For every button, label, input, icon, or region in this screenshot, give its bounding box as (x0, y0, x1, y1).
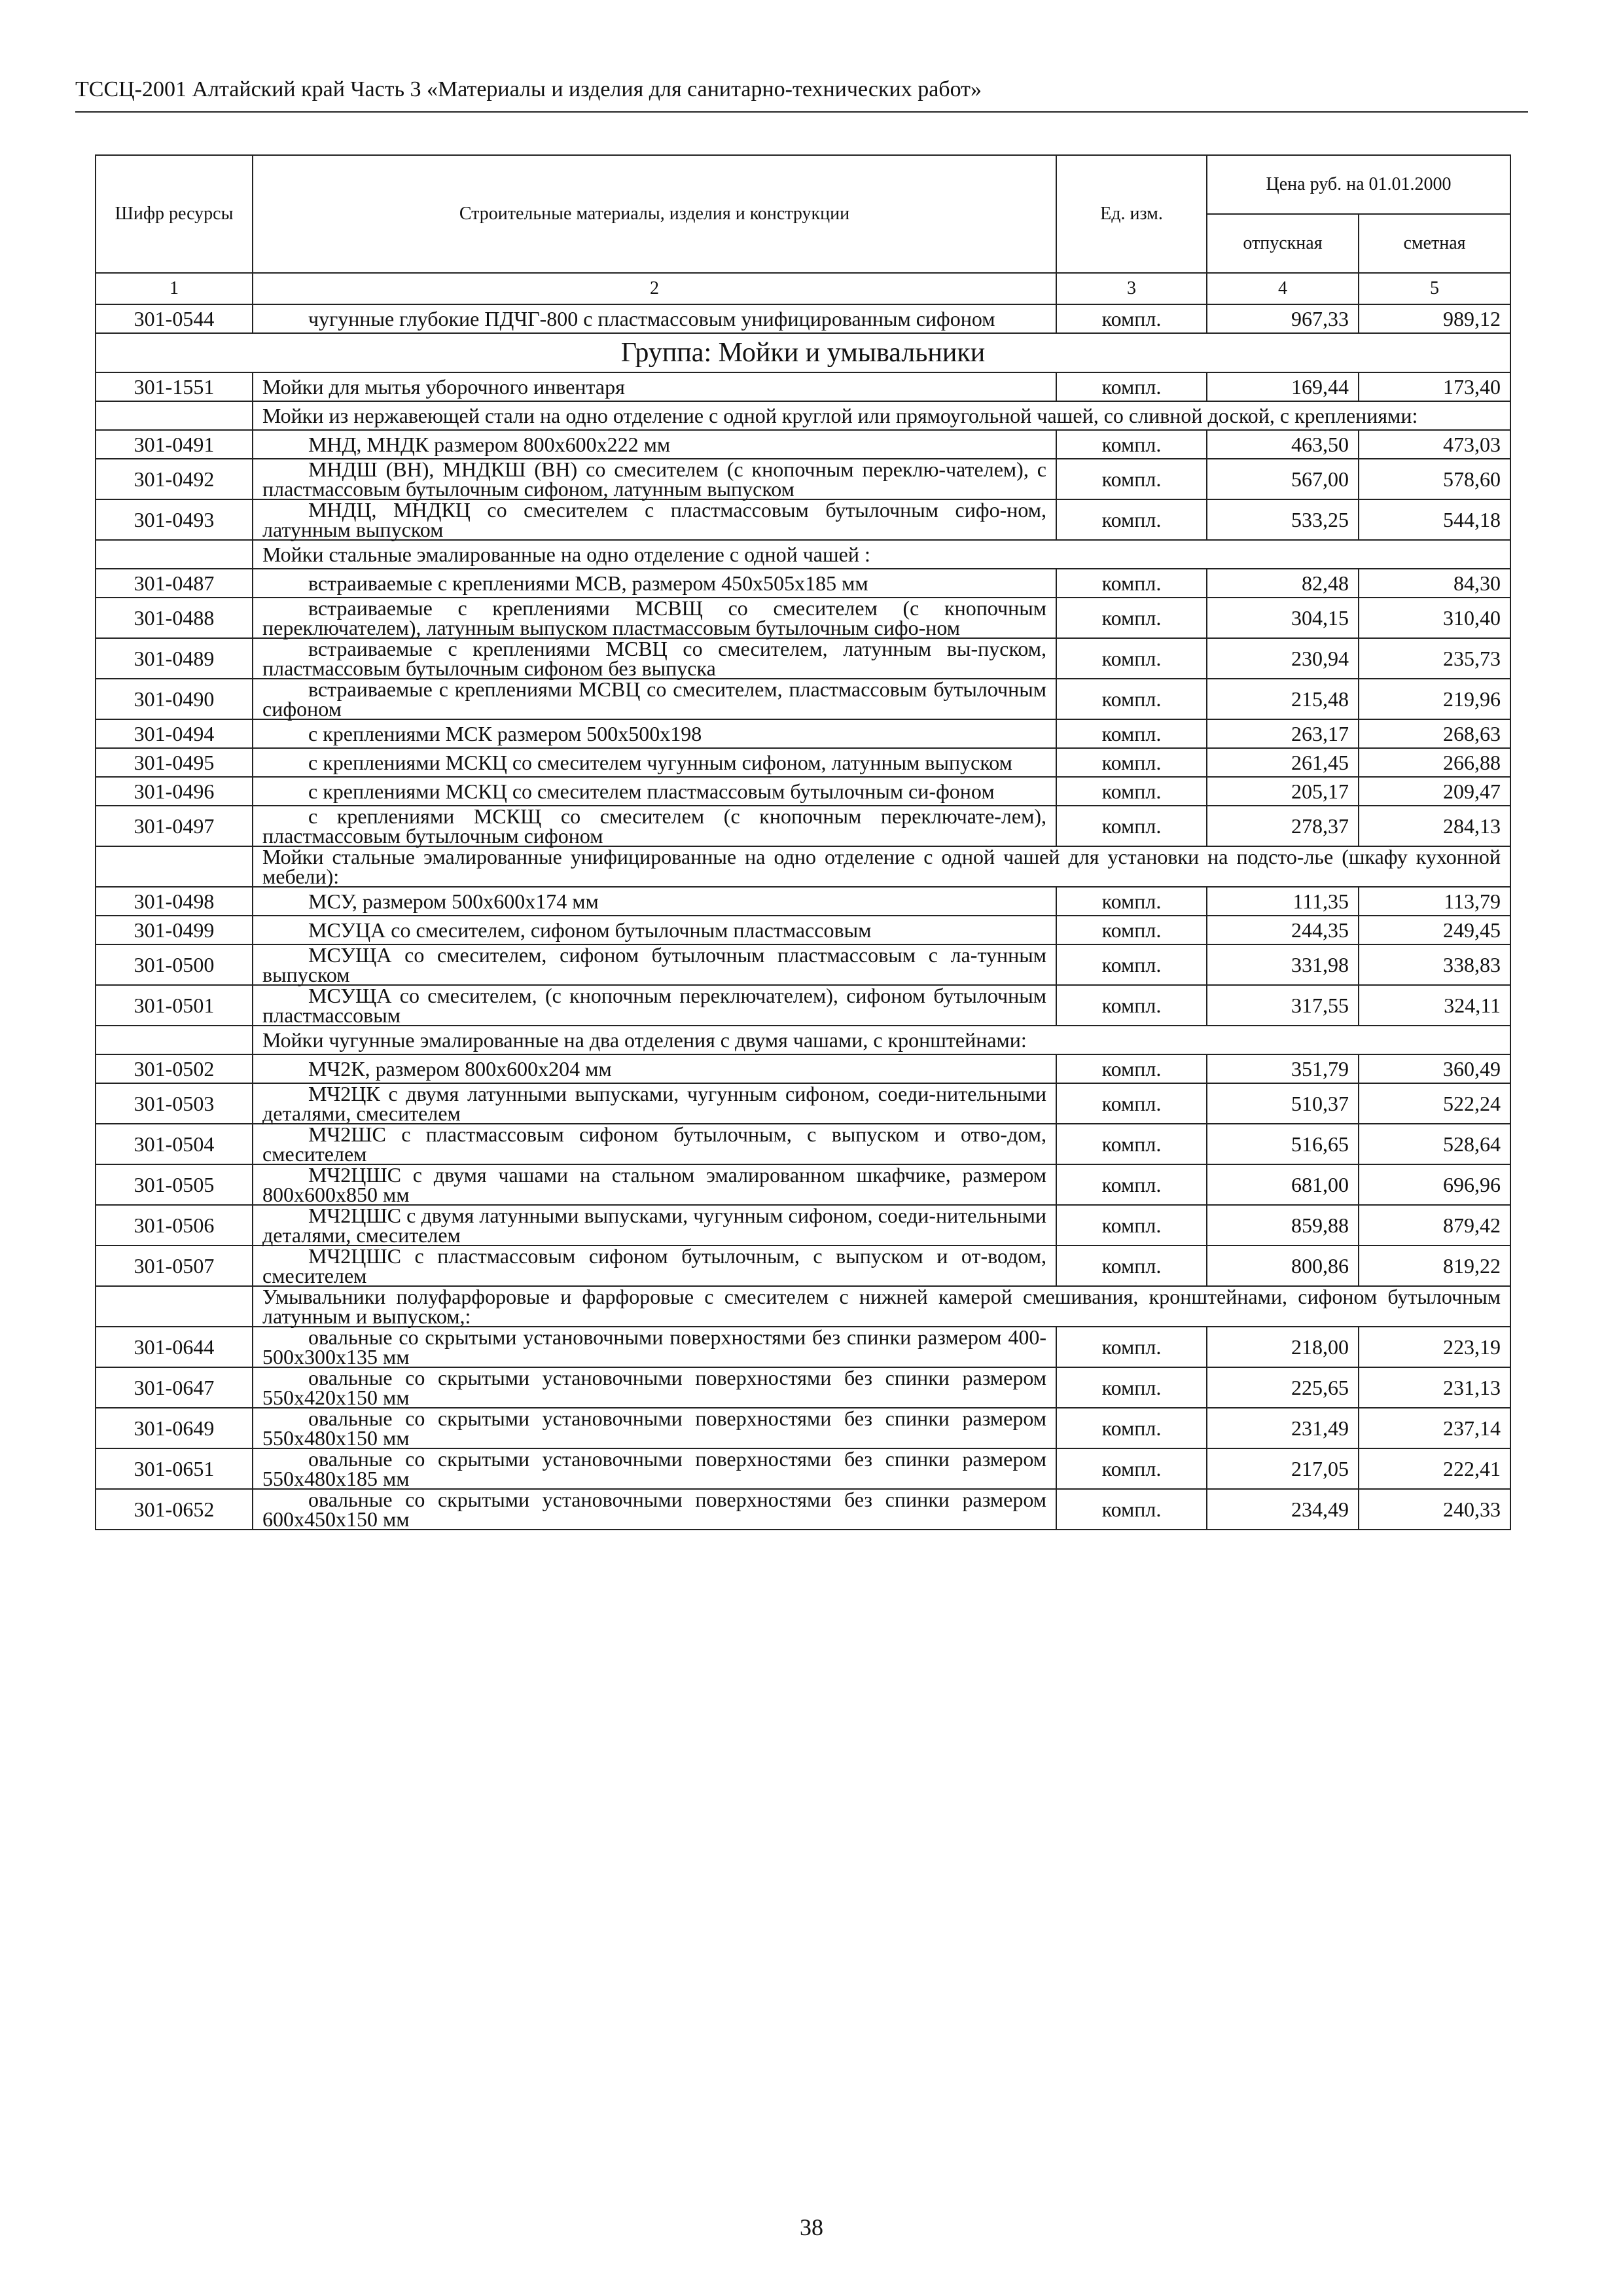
material-name: встраиваемые с креплениями МСВЩ со смесителем (с кнопочным переключателем), латунным выпуском пластмассовым бутылочным сифо-ном (253, 598, 1056, 638)
table-row (96, 748, 1510, 777)
resource-code: 301-0489 (96, 638, 253, 679)
table-row (96, 1408, 1510, 1448)
table-row (96, 806, 1510, 846)
unit-of-measure: компл. (1056, 638, 1207, 679)
unit-of-measure: компл. (1056, 1054, 1207, 1083)
resource-code: 301-0651 (96, 1448, 253, 1489)
estimate-price: 268,63 (1359, 719, 1510, 748)
material-name: встраиваемые с креплениями МСВЦ со смесителем, пластмассовым бутылочным сифоном (253, 679, 1056, 719)
table-row (96, 1124, 1510, 1164)
material-name: встраиваемые с креплениями МСВ, размером 450х505х185 мм (253, 569, 1056, 598)
material-name: МСУЦА со смесителем, сифоном бутылочным пластмассовым (253, 916, 1056, 944)
table-row (96, 1205, 1510, 1246)
table-row (96, 1367, 1510, 1408)
table-row (96, 1083, 1510, 1124)
col-number: 2 (253, 273, 1056, 304)
estimate-price: 113,79 (1359, 887, 1510, 916)
estimate-price: 544,18 (1359, 499, 1510, 540)
empty-code-cell (96, 540, 253, 569)
estimate-price: 360,49 (1359, 1054, 1510, 1083)
subgroup-note-row (96, 1286, 1510, 1327)
table-row (96, 372, 1510, 401)
resource-code: 301-0491 (96, 430, 253, 459)
group-heading: Группа: Мойки и умывальники (96, 333, 1510, 372)
material-name: МСУЩА со смесителем, (с кнопочным переключателем), сифоном бутылочным пластмассовым (253, 985, 1056, 1026)
page-header: ТССЦ-2001 Алтайский край Часть 3 «Материалы и изделия для санитарно-технических работ» (75, 73, 1528, 113)
resource-code: 301-0507 (96, 1246, 253, 1286)
material-name: с креплениями МСКЦ со смесителем пластмассовым бутылочным си-фоном (253, 777, 1056, 806)
unit-of-measure: компл. (1056, 372, 1207, 401)
unit-of-measure: компл. (1056, 748, 1207, 777)
unit-of-measure: компл. (1056, 1083, 1207, 1124)
unit-of-measure: компл. (1056, 985, 1207, 1026)
table-row (96, 719, 1510, 748)
unit-of-measure: компл. (1056, 887, 1207, 916)
subgroup-note: Умывальники полуфарфоровые и фарфоровые с смесителем с нижней камерой смешивания, кронштейнами, сифоном бутылочным латунным и выпуском,: (253, 1286, 1510, 1327)
material-name: МЧ2ЦШС с пластмассовым сифоном бутылочным, с выпуском и от-водом, смесителем (253, 1246, 1056, 1286)
material-name: МСУЩА со смесителем, сифоном бутылочным пластмассовым с ла-тунным выпуском (253, 944, 1056, 985)
table-row (96, 985, 1510, 1026)
resource-code: 301-0488 (96, 598, 253, 638)
resource-code: 301-0500 (96, 944, 253, 985)
table-row (96, 1054, 1510, 1083)
col-number: 3 (1056, 273, 1207, 304)
subgroup-note: Мойки из нержавеющей стали на одно отделение с одной круглой или прямоугольной чашей, со сливной доской, с креплениями: (253, 401, 1510, 430)
estimate-price: 879,42 (1359, 1205, 1510, 1246)
material-name: встраиваемые с креплениями МСВЦ со смесителем, латунным вы-пуском, пластмассовым бутылочным сифоном без выпуска (253, 638, 1056, 679)
table-row (96, 1489, 1510, 1530)
material-name: Мойки для мытья уборочного инвентаря (253, 372, 1056, 401)
resource-code: 301-0495 (96, 748, 253, 777)
release-price: 217,05 (1207, 1448, 1359, 1489)
release-price: 510,37 (1207, 1083, 1359, 1124)
empty-code-cell (96, 401, 253, 430)
release-price: 218,00 (1207, 1327, 1359, 1367)
col-number: 5 (1359, 273, 1510, 304)
release-price: 567,00 (1207, 459, 1359, 499)
resource-code: 301-0502 (96, 1054, 253, 1083)
release-price: 111,35 (1207, 887, 1359, 916)
table-row (96, 916, 1510, 944)
table-row (96, 304, 1510, 333)
unit-of-measure: компл. (1056, 1327, 1207, 1367)
estimate-price: 528,64 (1359, 1124, 1510, 1164)
table-row (96, 430, 1510, 459)
estimate-price: 310,40 (1359, 598, 1510, 638)
resource-code: 301-0487 (96, 569, 253, 598)
release-price: 516,65 (1207, 1124, 1359, 1164)
release-price: 859,88 (1207, 1205, 1359, 1246)
unit-of-measure: компл. (1056, 679, 1207, 719)
material-name: МНД, МНДК размером 800х600х222 мм (253, 430, 1056, 459)
release-price: 533,25 (1207, 499, 1359, 540)
estimate-price: 819,22 (1359, 1246, 1510, 1286)
resource-code: 301-0494 (96, 719, 253, 748)
estimate-price: 240,33 (1359, 1489, 1510, 1530)
release-price: 215,48 (1207, 679, 1359, 719)
estimate-price: 249,45 (1359, 916, 1510, 944)
estimate-price: 231,13 (1359, 1367, 1510, 1408)
release-price: 681,00 (1207, 1164, 1359, 1205)
estimate-price: 338,83 (1359, 944, 1510, 985)
unit-of-measure: компл. (1056, 459, 1207, 499)
empty-code-cell (96, 1286, 253, 1327)
col-header-code: Шифр ресурсы (96, 155, 253, 273)
material-name: МЧ2ЦК с двумя латунными выпусками, чугунным сифоном, соеди-нительными деталями, смесителем (253, 1083, 1056, 1124)
col-header-estimate-price: сметная (1359, 214, 1510, 273)
material-name: МЧ2ЦШС с двумя латунными выпусками, чугунным сифоном, соеди-нительными деталями, смесителем (253, 1205, 1056, 1246)
release-price: 967,33 (1207, 304, 1359, 333)
unit-of-measure: компл. (1056, 598, 1207, 638)
resource-code: 301-0497 (96, 806, 253, 846)
subgroup-note-row (96, 1026, 1510, 1054)
estimate-price: 522,24 (1359, 1083, 1510, 1124)
table-body (96, 304, 1510, 1530)
material-name: МСУ, размером 500х600х174 мм (253, 887, 1056, 916)
estimate-price: 237,14 (1359, 1408, 1510, 1448)
resource-code: 301-0499 (96, 916, 253, 944)
estimate-price: 223,19 (1359, 1327, 1510, 1367)
resource-code: 301-0652 (96, 1489, 253, 1530)
resource-code: 301-1551 (96, 372, 253, 401)
material-name: МЧ2К, размером 800х600х204 мм (253, 1054, 1056, 1083)
material-name: с креплениями МСК размером 500х500х198 (253, 719, 1056, 748)
estimate-price: 284,13 (1359, 806, 1510, 846)
page-number: 38 (800, 2214, 823, 2240)
unit-of-measure: компл. (1056, 304, 1207, 333)
col-number: 1 (96, 273, 253, 304)
material-name: МЧ2ЦШС с двумя чашами на стальном эмалированном шкафчике, размером 800х600х850 мм (253, 1164, 1056, 1205)
release-price: 230,94 (1207, 638, 1359, 679)
release-price: 231,49 (1207, 1408, 1359, 1448)
col-header-name: Строительные материалы, изделия и конструкции (253, 155, 1056, 273)
resource-code: 301-0504 (96, 1124, 253, 1164)
release-price: 244,35 (1207, 916, 1359, 944)
unit-of-measure: компл. (1056, 1205, 1207, 1246)
material-name: овальные со скрытыми установочными поверхностями без спинки размером 400-500х300х135 мм (253, 1327, 1056, 1367)
material-name: с креплениями МСКЩ со смесителем (с кнопочным переключате-лем), пластмассовым бутылочным сифоном (253, 806, 1056, 846)
unit-of-measure: компл. (1056, 806, 1207, 846)
unit-of-measure: компл. (1056, 777, 1207, 806)
estimate-price: 235,73 (1359, 638, 1510, 679)
resource-code: 301-0493 (96, 499, 253, 540)
estimate-price: 209,47 (1359, 777, 1510, 806)
unit-of-measure: компл. (1056, 430, 1207, 459)
price-table (95, 154, 1511, 1530)
table-row (96, 459, 1510, 499)
resource-code: 301-0496 (96, 777, 253, 806)
table-row (96, 499, 1510, 540)
estimate-price: 324,11 (1359, 985, 1510, 1026)
table-row (96, 1246, 1510, 1286)
release-price: 304,15 (1207, 598, 1359, 638)
resource-code: 301-0644 (96, 1327, 253, 1367)
unit-of-measure: компл. (1056, 499, 1207, 540)
estimate-price: 266,88 (1359, 748, 1510, 777)
unit-of-measure: компл. (1056, 1367, 1207, 1408)
table-row (96, 598, 1510, 638)
unit-of-measure: компл. (1056, 1246, 1207, 1286)
release-price: 317,55 (1207, 985, 1359, 1026)
release-price: 82,48 (1207, 569, 1359, 598)
subgroup-note-row (96, 846, 1510, 887)
table-row (96, 944, 1510, 985)
resource-code: 301-0492 (96, 459, 253, 499)
estimate-price: 696,96 (1359, 1164, 1510, 1205)
unit-of-measure: компл. (1056, 1408, 1207, 1448)
group-heading-row (96, 333, 1510, 372)
resource-code: 301-0498 (96, 887, 253, 916)
table-row (96, 887, 1510, 916)
release-price: 225,65 (1207, 1367, 1359, 1408)
resource-code: 301-0490 (96, 679, 253, 719)
col-header-price: Цена руб. на 01.01.2000 (1207, 155, 1510, 214)
subgroup-note-row (96, 540, 1510, 569)
material-name: МЧ2ШС с пластмассовым сифоном бутылочным, с выпуском и отво-дом, смесителем (253, 1124, 1056, 1164)
material-name: чугунные глубокие ПДЧГ-800 с пластмассовым унифицированным сифоном (253, 304, 1056, 333)
resource-code: 301-0505 (96, 1164, 253, 1205)
estimate-price: 473,03 (1359, 430, 1510, 459)
estimate-price: 578,60 (1359, 459, 1510, 499)
subgroup-note: Мойки стальные эмалированные унифицированные на одно отделение с одной чашей для установки на подсто-лье (шкафу кухонной мебели): (253, 846, 1510, 887)
col-header-unit: Ед. изм. (1056, 155, 1207, 273)
material-name: овальные со скрытыми установочными поверхностями без спинки размером 600х450х150 мм (253, 1489, 1056, 1530)
material-name: с креплениями МСКЦ со смесителем чугунным сифоном, латунным выпуском (253, 748, 1056, 777)
col-header-release-price: отпускная (1207, 214, 1359, 273)
unit-of-measure: компл. (1056, 1164, 1207, 1205)
unit-of-measure: компл. (1056, 1489, 1207, 1530)
col-number: 4 (1207, 273, 1359, 304)
release-price: 205,17 (1207, 777, 1359, 806)
unit-of-measure: компл. (1056, 1448, 1207, 1489)
unit-of-measure: компл. (1056, 944, 1207, 985)
resource-code: 301-0501 (96, 985, 253, 1026)
release-price: 800,86 (1207, 1246, 1359, 1286)
unit-of-measure: компл. (1056, 569, 1207, 598)
release-price: 278,37 (1207, 806, 1359, 846)
release-price: 331,98 (1207, 944, 1359, 985)
material-name: овальные со скрытыми установочными поверхностями без спинки размером 550х480х150 мм (253, 1408, 1056, 1448)
release-price: 351,79 (1207, 1054, 1359, 1083)
estimate-price: 173,40 (1359, 372, 1510, 401)
resource-code: 301-0503 (96, 1083, 253, 1124)
estimate-price: 222,41 (1359, 1448, 1510, 1489)
subgroup-note: Мойки чугунные эмалированные на два отделения с двумя чашами, с кронштейнами: (253, 1026, 1510, 1054)
estimate-price: 219,96 (1359, 679, 1510, 719)
release-price: 463,50 (1207, 430, 1359, 459)
release-price: 234,49 (1207, 1489, 1359, 1530)
release-price: 261,45 (1207, 748, 1359, 777)
estimate-price: 989,12 (1359, 304, 1510, 333)
resource-code: 301-0544 (96, 304, 253, 333)
table-row (96, 569, 1510, 598)
release-price: 169,44 (1207, 372, 1359, 401)
table-row (96, 638, 1510, 679)
table-row (96, 1327, 1510, 1367)
table-row (96, 1164, 1510, 1205)
resource-code: 301-0506 (96, 1205, 253, 1246)
estimate-price: 84,30 (1359, 569, 1510, 598)
table-row (96, 1448, 1510, 1489)
unit-of-measure: компл. (1056, 1124, 1207, 1164)
resource-code: 301-0649 (96, 1408, 253, 1448)
material-name: овальные со скрытыми установочными поверхностями без спинки размером 550х480х185 мм (253, 1448, 1056, 1489)
material-name: МНДШ (ВН), МНДКШ (ВН) со смесителем (с кнопочным переклю-чателем), с пластмассовым бутылочным сифоном, латунным выпуском (253, 459, 1056, 499)
table-row (96, 679, 1510, 719)
material-name: МНДЦ, МНДКЦ со смесителем с пластмассовым бутылочным сифо-ном, латунным выпуском (253, 499, 1056, 540)
subgroup-note: Мойки стальные эмалированные на одно отделение с одной чашей : (253, 540, 1510, 569)
unit-of-measure: компл. (1056, 719, 1207, 748)
unit-of-measure: компл. (1056, 916, 1207, 944)
empty-code-cell (96, 1026, 253, 1054)
resource-code: 301-0647 (96, 1367, 253, 1408)
subgroup-note-row (96, 401, 1510, 430)
empty-code-cell (96, 846, 253, 887)
material-name: овальные со скрытыми установочными поверхностями без спинки размером 550х420х150 мм (253, 1367, 1056, 1408)
table-row (96, 777, 1510, 806)
release-price: 263,17 (1207, 719, 1359, 748)
